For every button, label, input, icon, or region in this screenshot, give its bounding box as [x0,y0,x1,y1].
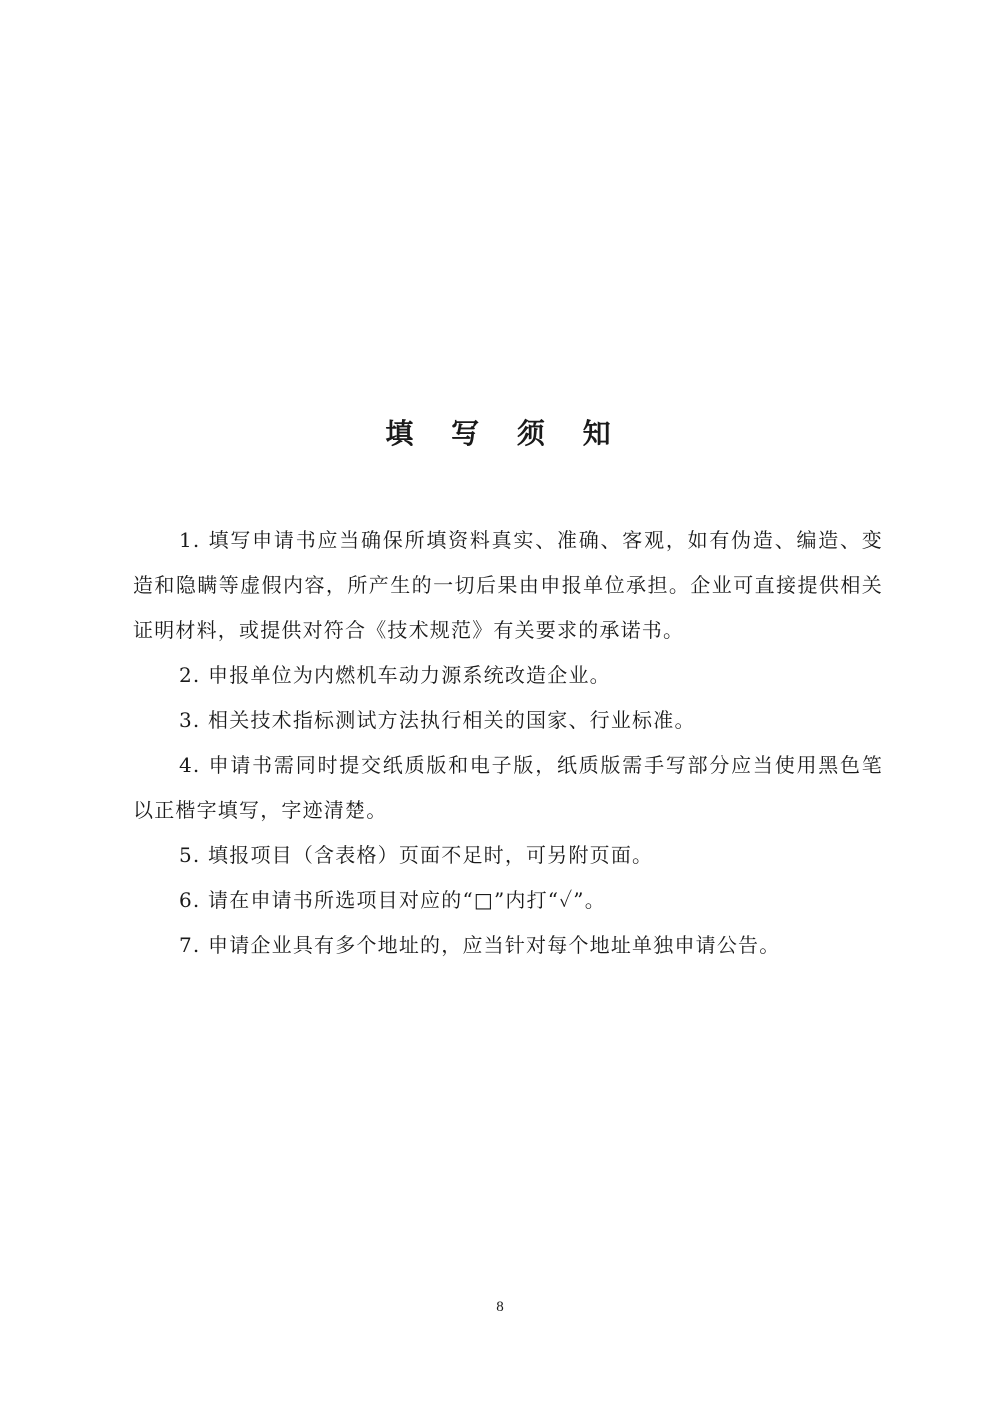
page-number: 8 [496,1299,504,1315]
instruction-item-2: 2. 申报单位为内燃机车动力源系统改造企业。 [179,663,611,687]
instruction-item-3: 3. 相关技术指标测试方法执行相关的国家、行业标准。 [179,708,696,732]
instruction-item-6: 6. 请在申请书所选项目对应的“□”内打“✓”。 [179,888,606,912]
instruction-item-1: 1. 填写申请书应当确保所填资料真实、准确、客观，如有伪造、编造、变造和隐瞒等虚假内容，所产生的一切后果由申报单位承担。企业可直接提供相关证明材料，或提供对符合《技术规范》有关要求的承诺书。 [133,528,883,642]
instruction-item-4: 4. 申请书需同时提交纸质版和电子版，纸质版需手写部分应当使用黑色笔以正楷字填写，字迹清楚。 [133,753,883,822]
instructions-body [133,518,883,968]
page-title: 填 写 须 知 [385,417,625,450]
instruction-item-7: 7. 申请企业具有多个地址的，应当针对每个地址单独申请公告。 [179,933,781,957]
instruction-item-5: 5. 填报项目（含表格）页面不足时，可另附页面。 [179,843,654,867]
